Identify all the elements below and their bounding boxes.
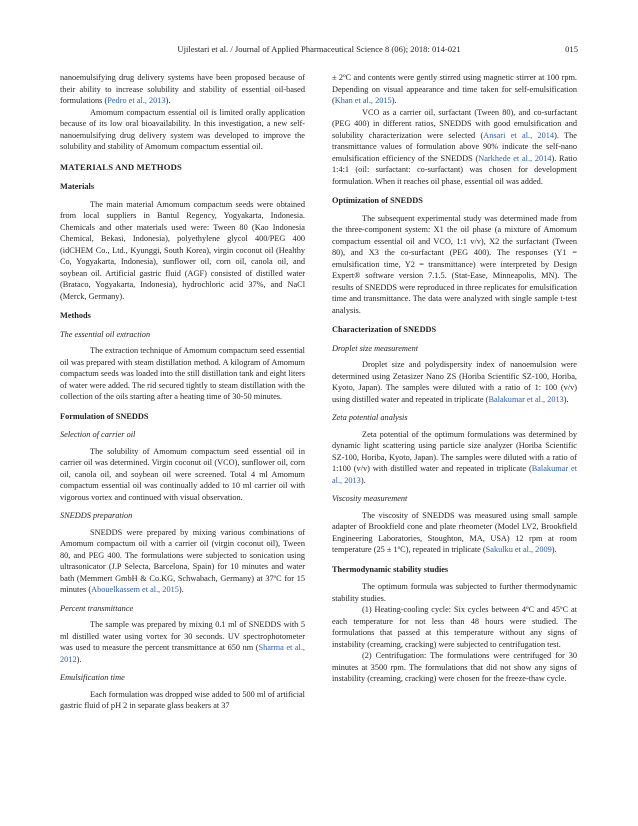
subheading-thermodynamic-stability: Thermodynamic stability studies: [332, 564, 449, 574]
citation-link[interactable]: Sharma et al., 2012: [60, 643, 305, 664]
vco-paragraph: VCO as a carrier oil, surfactant (Tween 80), and co-surfactant (PEG 400) in different ratios, SNEDDS with good emulsification and solubility characterization were selected (Ansari et al., 2014). The transmittance values of formulation above 90% indicate the self-nano emulsification efficiency of the SNEDDS (Narkhede et al., 2014). Ratio 1:4:1 (oil: surfactant: co-surfactant) was chosen for development formulation. When it reaches oil phase, essential oil was added.: [332, 107, 577, 186]
viscosity-paragraph: The viscosity of SNEDDS was measured using small sample adapter of Brookfield cone and plate rheometer (Model LV2, Brookfield Engineering Laboratories, Stoughton, MA, USA) 12 rpm at room temperature (25 ± 1ºC), repeated in triplicate (Sakulku et al., 2009).: [332, 510, 577, 554]
citation-link[interactable]: Ansari et al., 2014: [483, 130, 555, 140]
centrifugation-paragraph: (2) Centrifugation: The formulations were centrifuged for 30 minutes at 3500 rpm. The formulations that did not show any signs of instability (creaming, cracking) were chosen for the freeze-thaw cycle.: [332, 651, 577, 683]
preparation-paragraph: SNEDDS were prepared by mixing various combinations of Amomum compactum oil with a carrier oil (virgin coconut oil), Tween 80, and PEG 400. The formulations were subjected to sonication using ultrasonicator (J.P Selecta, Barcelona, Spain) for 10 minutes and water bath (Memmert GmbH & Co.KG, Schwabach, Germany) at 37ºC for 15 minutes (Abouelkassem et al., 2015).: [60, 527, 305, 594]
citation-link[interactable]: Balakumar et al., 2013: [332, 464, 577, 485]
continued-paragraph: ± 2ºC and contents were gently stirred using magnetic stirrer at 100 rpm. Depending on visual appearance and time taken for self-emulsification (Khan et al., 2015).: [332, 73, 577, 105]
citation-link[interactable]: Sakulku et al., 2009: [485, 545, 552, 554]
citation-link[interactable]: Khan et al., 2015: [334, 96, 392, 105]
emulsification-paragraph: Each formulation was dropped wise added to 500 ml of artificial gastric fluid of pH 2 in separate glass beakers at 37: [60, 689, 305, 710]
subheading-formulation: Formulation of SNEDDS: [60, 411, 149, 421]
subheading-droplet-size: Droplet size measurement: [332, 343, 419, 353]
carrier-oil-paragraph: The solubility of Amomum compactum seed essential oil in carrier oil was determined. Virgin coconut oil (VCO), sunflower oil, corn oil, canola oil, and soybean oil were screened. Total 4 ml Amomum compactum essential oil was continually added to 10 ml carrier oil with vigorous vortex and continued with visual observation.: [60, 446, 305, 502]
right-column: [332, 72, 577, 685]
subheading-carrier-oil: Selection of carrier oil: [60, 430, 136, 439]
extraction-paragraph: The extraction technique of Amomum compactum seed essential oil was prepared with steam distillation method. A kilogram of Amomum compactum seeds was loaded into the still distillation tank and eight liters of water were added. The rid secured tightly to steam distillation with the collection of the oils starting after a heating time of 30-50 minutes.: [60, 346, 305, 401]
transmittance-paragraph: The sample was prepared by mixing 0.1 ml of SNEDDS with 5 ml distilled water using vortex for 30 seconds. UV spectrophotometer was used to measure the percent transmittance at 650 nm (Sharma et al., 2012).: [60, 620, 305, 664]
aim-paragraph: Amomum compactum essential oil is limited orally application because of its low oral bioavailability. In this investigation, a new self-nanoemulsifying drug delivery system was developed to improve the solubility and stability of Amomum compactum essential oil.: [60, 107, 305, 151]
heating-cooling-paragraph: (1) Heating-cooling cycle: Six cycles between 4ºC and 45ºC at each temperature for not less than 48 hours were studied. The formulations that passed at this temperature without any signs of instability (creaming, cracking) were subjected to centrifugation test.: [332, 605, 577, 649]
citation-link[interactable]: Abouelkassem et al., 2015: [91, 585, 179, 594]
intro-paragraph: nanoemulsifying drug delivery systems have been proposed because of their ability to increase solubility and stability of essential oil-based formulations (Pedro et al., 2013).: [60, 73, 305, 105]
page-number: 015: [565, 44, 578, 54]
materials-paragraph: The main material Amomum compactum seeds were obtained from local suppliers in Bantul Regency, Yogyakarta, Indonesia. Chemicals and other materials used were: Tween 80 (Kao Indonesia Chemical, Bekasi, Indonesia), polyethylene glycol 400/PEG 400 (idCHEM Co., Ltd., Kyunggi, South Korea), virgin coconut oil (Healthy Co, Yogyakarta, Indonesia), sunflower oil, corn oil, canola oil, and soybean oil. Artificial gastric fluid (AGF) consisted of distilled water (Brataco, Yogyakarta, Indonesia), hydrochloric acid 37%, and NaCl (Merck, Germany).: [60, 199, 305, 301]
citation-link[interactable]: Narkhede et al., 2014: [478, 153, 552, 163]
section-heading-materials-methods: MATERIALS AND METHODS: [60, 161, 182, 172]
subheading-percent-transmittance: Percent transmittance: [60, 603, 134, 613]
left-column: [60, 72, 305, 712]
subheading-viscosity: Viscosity measurement: [332, 494, 408, 503]
optimization-paragraph: The subsequent experimental study was determined made from the three-component system: X1 the oil phase (a mixture of Amomum compactum essential oil and VCO, 1:1 v/v), X2 the surfactant (Tween 80), and X3 the co-surfactant (PEG 400). The responses (Y1 = emulsification time, Y2 = transmittance) were interpreted by Design Expert® software version 7.1.5. (Stat-Ease, Minneapolis, MN). The results of SNEDDS were reproduced in three replicates for emulsification time and transmittance. The data were analyzed with single sample t-test analysis.: [332, 213, 577, 315]
running-header: [60, 44, 578, 58]
subheading-emulsification-time: Emulsification time: [60, 673, 125, 682]
citation-link[interactable]: Balakumar et al., 2013: [488, 394, 564, 404]
citation-link[interactable]: Pedro et al., 2013: [107, 96, 166, 105]
droplet-paragraph: Droplet size and polydispersity index of nanoemulsion were determined using Zetasizer Nano ZS (Horiba Scientific SZ-100, Horiba, Kyoto, Japan). The samples were diluted with a ratio of 1: 100 (v/v) using distilled water and repeated in triplicate (Balakumar et al., 2013).: [332, 360, 577, 404]
subheading-snedds-preparation: SNEDDS preparation: [60, 511, 133, 520]
subheading-methods: Methods: [60, 311, 91, 320]
subheading-extraction: The essential oil extraction: [60, 329, 151, 339]
subheading-materials: Materials: [60, 182, 95, 191]
zeta-paragraph: Zeta potential of the optimum formulations was determined by dynamic light scattering using particle size analyzer (Horiba Scientific SZ-100, Horiba, Kyoto, Japan). The samples were diluted with a ratio of 1:100 (v/v) with distilled water and repeated in triplicate (Balakumar et al., 2013).: [332, 429, 577, 485]
subheading-zeta-potential: Zeta potential analysis: [332, 413, 408, 422]
running-head-text: Ujilestari et al. / Journal of Applied Pharmaceutical Science 8 (06); 2018: 014-021: [177, 44, 461, 54]
thermodynamic-paragraph: The optimum formula was subjected to further thermodynamic stability studies.: [332, 582, 577, 603]
subheading-optimization: Optimization of SNEDDS: [332, 196, 423, 205]
subheading-characterization: Characterization of SNEDDS: [332, 325, 437, 334]
